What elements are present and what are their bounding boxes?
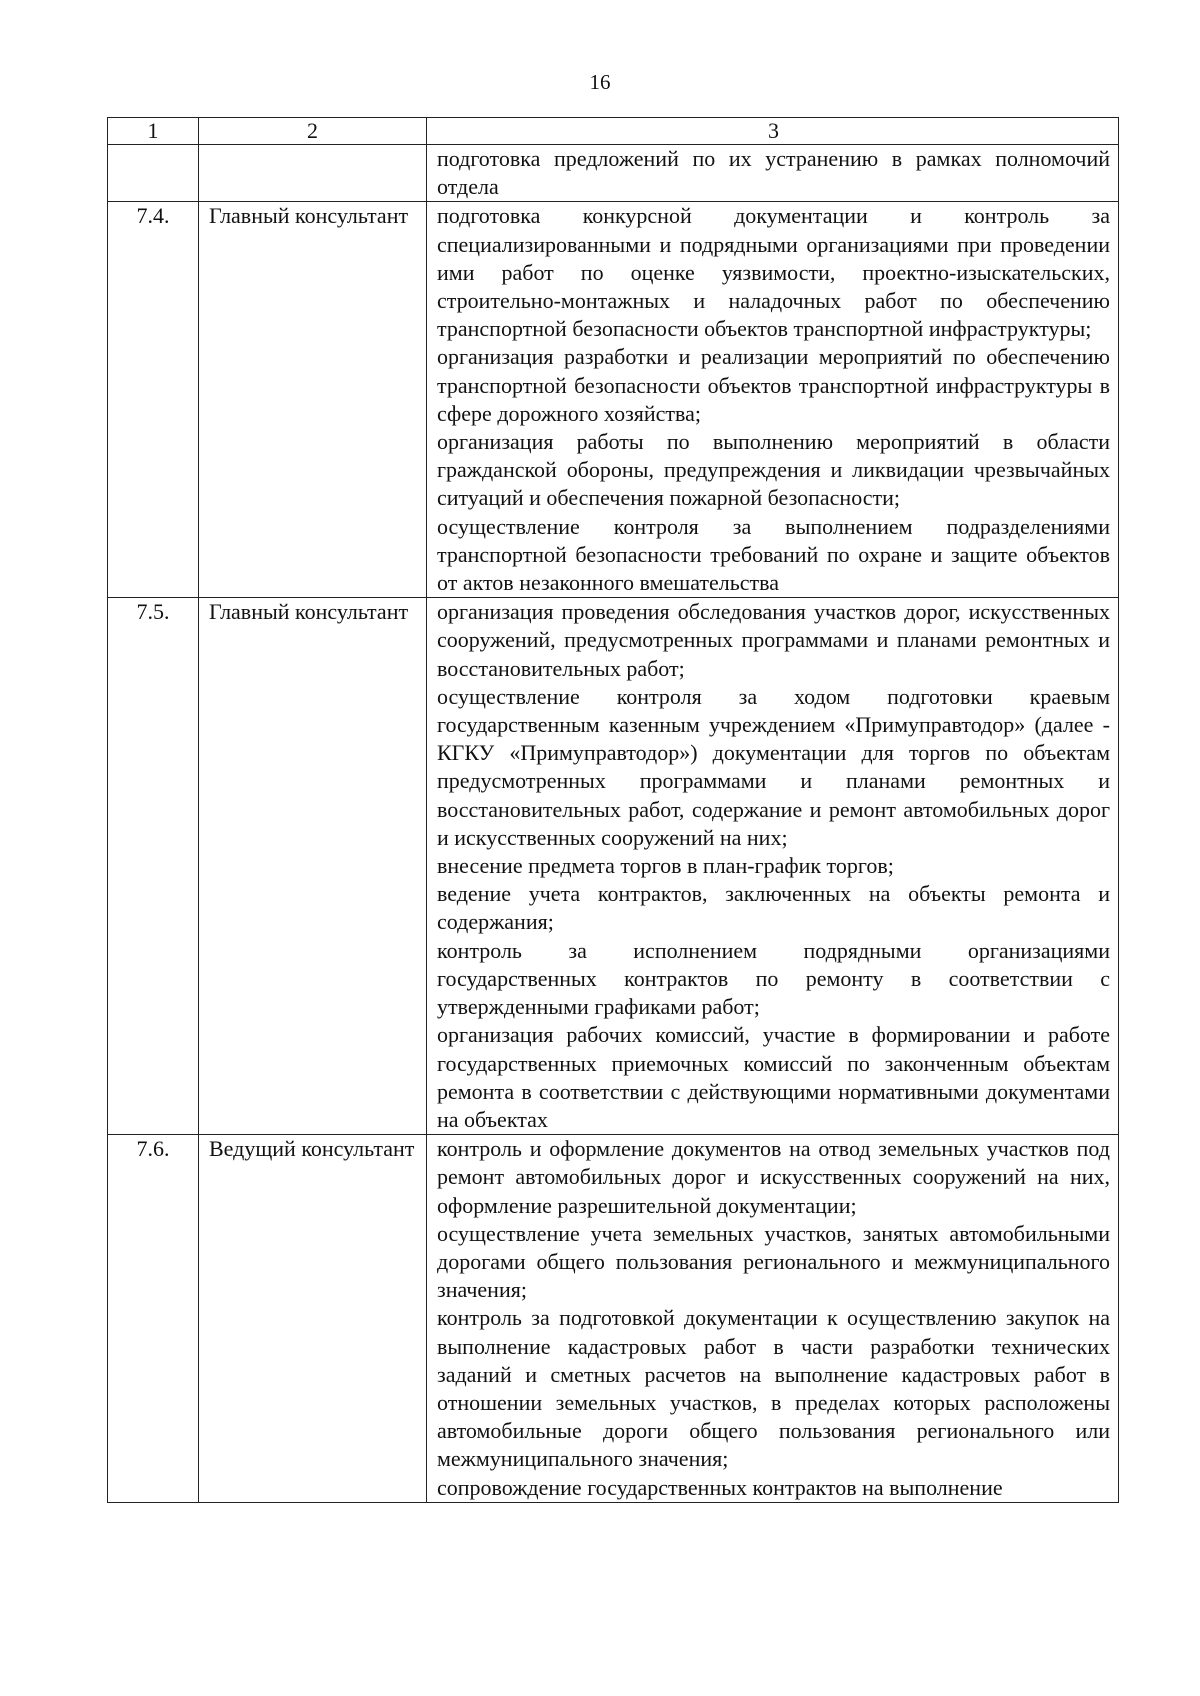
table-row [108,202,1119,598]
row-position: Главный консультант [199,598,427,1135]
row-position [199,145,427,202]
row-number: 7.6. [108,1135,199,1503]
row-number: 7.4. [108,202,199,598]
table-row [108,598,1119,1135]
duty-paragraph: ведение учета контрактов, заключенных на объекты ремонта и содержания; [437,881,1110,935]
row-duties [427,202,1119,598]
duty-paragraph: осуществление контроля за выполнением подразделениями транспортной безопасности требований по охране и защите объектов от актов незаконного вмешательства [437,513,1110,596]
header-col-3: 3 [427,118,1119,145]
row-duties [427,598,1119,1135]
header-col-1: 1 [108,118,199,145]
row-duties [427,145,1119,202]
duty-paragraph: осуществление контроля за ходом подготовки краевым государственным казенным учреждением «Примуправтодор» (далее - КГКУ «Примуправтодор») документации для торгов по объектам предусмотренных программами и планами ремонтных и восстановительных работ, содержание и ремонт автомобильных дорог и искусственных сооружений на них; [437,683,1110,850]
duty-paragraph: организация разработки и реализации мероприятий по обеспечению транспортной безопасности объектов транспортной инфраструктуры в сфере дорожного хозяйства; [437,344,1110,426]
table-row [108,145,1119,202]
duty-paragraph: организация работы по выполнению мероприятий в области гражданской обороны, предупреждения и ликвидации чрезвычайных ситуаций и обеспечения пожарной безопасности; [437,429,1110,511]
row-duties [427,1135,1119,1503]
row-position: Ведущий консультант [199,1135,427,1503]
duties-table [107,117,1119,1503]
duty-paragraph: организация проведения обследования участков дорог, искусственных сооружений, предусмотренных программами и планами ремонтных и восстановительных работ; [437,599,1110,681]
row-number: 7.5. [108,598,199,1135]
duty-paragraph: контроль за исполнением подрядными организациями государственных контрактов по ремонту в соответствии с утвержденными графиками работ; [437,937,1110,1020]
duty-paragraph: подготовка предложений по их устранению в рамках полномочий отдела [437,146,1110,200]
row-position: Главный консультант [199,202,427,598]
duty-paragraph: внесение предмета торгов в план-график торгов; [437,853,894,879]
duty-paragraph: осуществление учета земельных участков, занятых автомобильными дорогами общего пользования регионального и межмуниципального значения; [437,1220,1110,1303]
row-number [108,145,199,202]
header-col-2: 2 [199,118,427,145]
duty-paragraph: организация рабочих комиссий, участие в формировании и работе государственных приемочных комиссий по законченным объектам ремонта в соответствии с действующими нормативными документами на объектах [437,1022,1110,1132]
duty-paragraph: контроль и оформление документов на отвод земельных участков под ремонт автомобильных дорог и искусственных сооружений на них, оформление разрешительной документации; [437,1136,1110,1218]
page-number: 16 [589,70,611,94]
table-row [108,1135,1119,1503]
duty-paragraph: сопровождение государственных контрактов на выполнение [437,1474,1003,1500]
duty-paragraph: контроль за подготовкой документации к осуществлению закупок на выполнение кадастровых работ в части разработки технических заданий и сметных расчетов на выполнение кадастровых работ в отношении земельных участков, в пределах которых расположены автомобильные дороги общего пользования регионального или межмуниципального значения; [437,1305,1110,1472]
duty-paragraph: подготовка конкурсной документации и контроль за специализированными и подрядными организациями при проведении ими работ по оценке уязвимости, проектно-изыскательских, строительно-монтажных и наладочных работ по обеспечению транспортной безопасности объектов транспортной инфраструктуры; [437,203,1110,342]
table-header-row [108,118,1119,145]
